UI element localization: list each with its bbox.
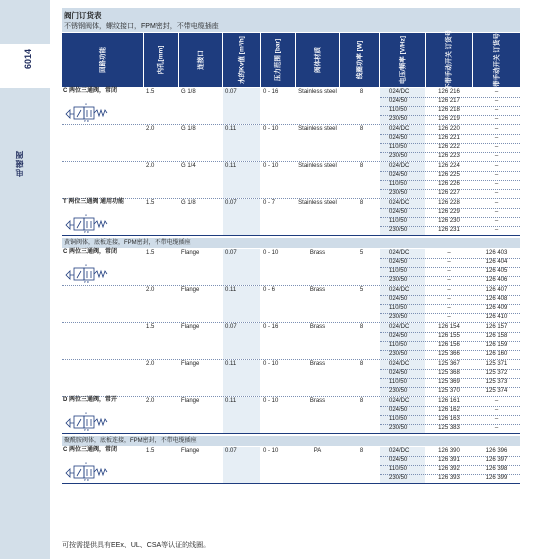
order-no-manual-cell: – [494,398,499,404]
voltage-cell: 230/50 [389,277,408,283]
voltage-cell: 024/DC [389,250,410,256]
voltage-cell: 110/50 [389,181,407,187]
order-no-cell: 125 367 [438,361,460,367]
column-header [144,33,178,87]
valve-symbol-icon [64,263,110,283]
group-divider [62,235,520,236]
order-no-cell: 125 366 [438,351,460,357]
order-no-manual-cell: 126 408 [485,296,508,302]
port: G 1/4 [181,163,196,169]
voltage-cell: 230/50 [389,351,408,357]
pressure-range: 0 - 10 [263,126,279,132]
valve-symbol-icon [64,213,110,233]
port: Flange [181,448,200,454]
model-number: 6014 [23,48,33,69]
body-material: Brass [309,287,326,293]
order-no-manual-cell: 126 160 [485,351,508,357]
circuit-function: T 两位三通阀 通用功能 [63,199,124,205]
kv-value: 0.11 [225,361,237,367]
section-header: 聚酰胺阀体，底板连接，FPM密封，不带电缆插座 [62,436,520,446]
order-no-cell: 126 222 [438,144,460,150]
order-no-cell: – [447,314,451,320]
port: Flange [181,361,200,367]
svg-text:A: A [85,213,88,217]
order-no-cell: 125 369 [438,379,460,385]
column-header-label: 阀体材质 [314,47,321,73]
coil-power: 8 [359,89,364,95]
order-no-manual-cell: 126 396 [485,448,508,454]
order-no-manual-cell: 126 159 [485,342,508,348]
voltage-cell: 024/DC [389,200,410,206]
port: G 1/8 [181,126,196,132]
voltage-cell: 230/50 [389,190,408,196]
valve-symbol-icon [64,411,110,431]
pressure-range: 0 - 10 [263,163,279,169]
order-no-manual-cell: – [494,107,499,113]
order-no-cell: 126 230 [438,218,460,224]
column-header-label: 水的Kv值 [m³/h] [238,36,245,84]
column-header-label: 带手动开关 订货号 [493,33,500,87]
order-no-cell: 126 229 [438,209,460,215]
voltage-cell: 024/50 [389,457,408,463]
voltage-cell: 024/50 [389,259,408,265]
orifice: 1.5 [146,200,155,206]
order-no-cell: 126 223 [438,153,460,159]
voltage-cell: 024/50 [389,296,408,302]
coil-power: 8 [359,448,364,454]
voltage-cell: 110/50 [389,144,407,150]
order-no-cell: 126 218 [438,107,460,113]
kv-value: 0.07 [225,200,237,206]
order-no-cell: 126 228 [438,200,460,206]
voltage-cell: 110/50 [389,379,407,385]
kv-value: 0.11 [225,126,237,132]
voltage-cell: 230/50 [389,425,408,431]
pressure-range: 0 - 16 [263,89,279,95]
voltage-cell: 024/50 [389,407,408,413]
order-no-manual-cell: – [494,425,499,431]
order-no-cell: – [447,268,451,274]
order-no-manual-cell: – [494,172,499,178]
column-header [261,33,295,87]
coil-power: 8 [359,361,364,367]
column-header-label: 回路功能 [99,47,106,73]
order-no-cell: 126 393 [438,475,460,481]
order-no-cell: 126 225 [438,172,460,178]
voltage-cell: 230/50 [389,116,408,122]
port: Flange [181,250,200,256]
order-no-manual-cell: – [494,153,499,159]
order-no-cell: 126 154 [438,324,460,330]
kv-value: 0.07 [225,250,237,256]
order-no-cell: 126 163 [438,416,460,422]
order-no-manual-cell: – [494,190,499,196]
kv-value: 0.11 [225,287,237,293]
column-header [380,33,425,87]
order-no-manual-cell: – [494,116,499,122]
order-no-cell: 126 390 [438,448,460,454]
coil-power: 8 [359,126,364,132]
order-no-cell: – [447,277,451,283]
body-material: PA [313,448,322,454]
order-no-cell: 126 221 [438,135,460,141]
order-no-manual-cell: 126 158 [485,333,508,339]
voltage-cell: 024/DC [389,163,410,169]
column-header-label: 线圈功率 [W] [356,40,363,80]
coil-power: 5 [359,250,364,256]
order-no-manual-cell: 126 404 [485,259,508,265]
order-no-cell: 126 227 [438,190,460,196]
order-no-cell: 126 391 [438,457,460,463]
body-material: Stainless steel [298,126,337,132]
circuit-function: C 两位三通阀，常闭 [63,249,118,255]
circuit-function: D 两位三通阀，常开 [63,397,118,403]
column-header [179,33,222,87]
voltage-cell: 110/50 [389,416,407,422]
group-divider [62,433,520,434]
order-no-manual-cell: – [494,98,499,104]
pressure-range: 0 - 10 [263,398,279,404]
pressure-range: 0 - 10 [263,448,279,454]
orifice: 1.5 [146,250,155,256]
order-no-manual-cell: 126 397 [485,457,508,463]
model-tab [0,44,50,88]
voltage-cell: 024/50 [389,333,408,339]
body-material: Brass [309,398,326,404]
order-no-manual-cell: – [494,209,499,215]
body-material: Stainless steel [298,163,337,169]
order-no-cell: 126 217 [438,98,460,104]
order-no-cell: 126 224 [438,163,460,169]
voltage-cell: 024/50 [389,135,408,141]
svg-text:A: A [85,411,88,415]
voltage-cell: 230/50 [389,388,408,394]
kv-value: 0.11 [225,398,237,404]
voltage-cell: 024/DC [389,89,410,95]
pressure-range: 0 - 10 [263,250,279,256]
column-header-label: 压力范围 [bar] [274,38,282,82]
order-no-manual-cell: 125 373 [485,379,508,385]
orifice: 2.0 [146,163,155,169]
order-no-cell: 126 226 [438,181,460,187]
svg-text:A: A [85,263,88,267]
voltage-cell: 110/50 [389,218,407,224]
orifice: 1.5 [146,448,155,454]
column-header [426,29,472,91]
voltage-cell: 110/50 [389,268,407,274]
svg-text:P R: P R [84,280,89,283]
svg-text:A: A [85,102,88,106]
voltage-cell: 230/50 [389,475,408,481]
order-no-manual-cell: – [494,135,499,141]
circuit-function: C 两位三通阀，常闭 [63,447,118,453]
body-material: Stainless steel [298,200,337,206]
table-title: 阀门订货表 [64,11,102,20]
pressure-range: 0 - 7 [263,200,276,206]
order-no-manual-cell: 126 406 [485,277,508,283]
footnote: 可按需提供具有EEx、UL、CSA等认证的线圈。 [62,542,211,549]
title-block [62,8,520,32]
coil-power: 5 [359,287,364,293]
order-no-cell: – [447,250,451,256]
order-no-cell: 126 231 [438,227,460,233]
pressure-range: 0 - 16 [263,324,279,330]
order-no-cell: 126 219 [438,116,460,122]
section-header: 黄铜阀体，底板连接，FPM密封，不带电缆插座 [62,238,520,248]
column-header-label: 连接口 [197,50,204,70]
voltage-cell: 230/50 [389,314,408,320]
voltage-cell: 230/50 [389,227,408,233]
order-no-manual-cell: – [494,126,499,132]
voltage-cell: 110/50 [389,342,407,348]
voltage-cell: 024/DC [389,361,410,367]
coil-power: 8 [359,398,364,404]
svg-text:P R: P R [84,119,89,122]
order-no-cell: – [447,296,451,302]
body-material: Brass [309,361,326,367]
voltage-cell: 024/50 [389,98,408,104]
order-no-manual-cell: – [494,218,499,224]
port: Flange [181,398,200,404]
port: G 1/8 [181,89,196,95]
voltage-cell: 110/50 [389,107,407,113]
voltage-cell: 024/DC [389,398,410,404]
svg-text:P R: P R [84,428,89,431]
body-material: Brass [309,324,326,330]
order-no-cell: 126 161 [438,398,460,404]
order-no-cell: 126 392 [438,466,460,472]
coil-power: 8 [359,163,364,169]
coil-power: 8 [359,324,364,330]
order-no-cell: 126 220 [438,126,460,132]
group-divider [62,483,520,484]
body-material: Stainless steel [298,89,337,95]
orifice: 2.0 [146,398,155,404]
table-subtitle: 不锈钢阀体，螺纹接口，FPM密封，不带电缆插座 [64,23,219,30]
order-no-manual-cell: – [494,416,499,422]
voltage-cell: 024/DC [389,287,410,293]
column-header-label: 内孔[mm] [157,45,165,75]
voltage-cell: 110/50 [389,466,407,472]
order-no-cell: – [447,287,451,293]
svg-text:A: A [85,461,88,465]
order-no-cell: 125 368 [438,370,460,376]
order-no-manual-cell: – [494,89,499,95]
orifice: 2.0 [146,126,155,132]
column-header-label: 电压/频率 [V/Hz] [399,35,406,85]
voltage-cell: 024/50 [389,370,408,376]
kv-value: 0.07 [225,324,237,330]
voltage-cell: 024/50 [389,209,408,215]
order-no-manual-cell: 126 407 [485,287,508,293]
order-no-manual-cell: 126 409 [485,305,508,311]
pressure-range: 0 - 6 [263,287,276,293]
port: G 1/8 [181,200,196,206]
order-no-manual-cell: 126 398 [485,466,508,472]
column-header [340,33,379,87]
order-no-cell: 126 216 [438,89,460,95]
voltage-cell: 024/DC [389,448,410,454]
valve-symbol-icon [64,102,110,122]
voltage-cell: 024/DC [389,324,410,330]
order-no-manual-cell: 126 410 [485,314,508,320]
column-header [473,33,520,87]
order-no-cell: 126 155 [438,333,460,339]
orifice: 1.5 [146,324,155,330]
order-no-manual-cell: – [494,181,499,187]
column-header [62,33,143,87]
order-no-manual-cell: – [494,227,499,233]
order-no-manual-cell: 125 372 [485,370,508,376]
order-no-manual-cell: 126 399 [485,475,508,481]
coil-power: 8 [359,200,364,206]
order-no-cell: 125 383 [438,425,460,431]
order-no-manual-cell: – [494,407,499,413]
order-no-cell: 126 156 [438,342,460,348]
orifice: 1.5 [146,89,155,95]
order-no-cell: 125 370 [438,388,460,394]
order-no-cell: 126 162 [438,407,460,413]
order-no-manual-cell: 125 374 [485,388,508,394]
circuit-function: C 两位三通阀，常闭 [63,88,118,94]
order-no-manual-cell: 126 157 [485,324,508,330]
column-header-label: 不带手动开关 订货号 [445,29,453,91]
voltage-cell: 230/50 [389,153,408,159]
order-no-manual-cell: – [494,144,499,150]
order-no-cell: – [447,305,451,311]
port: Flange [181,324,200,330]
orifice: 2.0 [146,361,155,367]
order-no-manual-cell: 125 371 [485,361,508,367]
port: Flange [181,287,200,293]
kv-value: 0.11 [225,163,237,169]
kv-value: 0.07 [225,89,237,95]
order-no-manual-cell: 126 403 [485,250,508,256]
svg-text:P R: P R [84,230,89,233]
column-header [296,33,339,87]
kv-value: 0.07 [225,448,237,454]
svg-text:P R: P R [84,478,89,481]
order-no-manual-cell: – [494,200,499,206]
column-header [223,33,260,87]
voltage-cell: 110/50 [389,305,407,311]
voltage-cell: 024/50 [389,172,408,178]
category-label: 电磁阀 [15,150,24,177]
order-no-manual-cell: 126 405 [485,268,508,274]
order-no-cell: – [447,259,451,265]
pressure-range: 0 - 10 [263,361,279,367]
voltage-cell: 024/DC [389,126,410,132]
order-no-manual-cell: – [494,163,499,169]
body-material: Brass [309,250,326,256]
orifice: 2.0 [146,287,155,293]
valve-symbol-icon [64,461,110,481]
